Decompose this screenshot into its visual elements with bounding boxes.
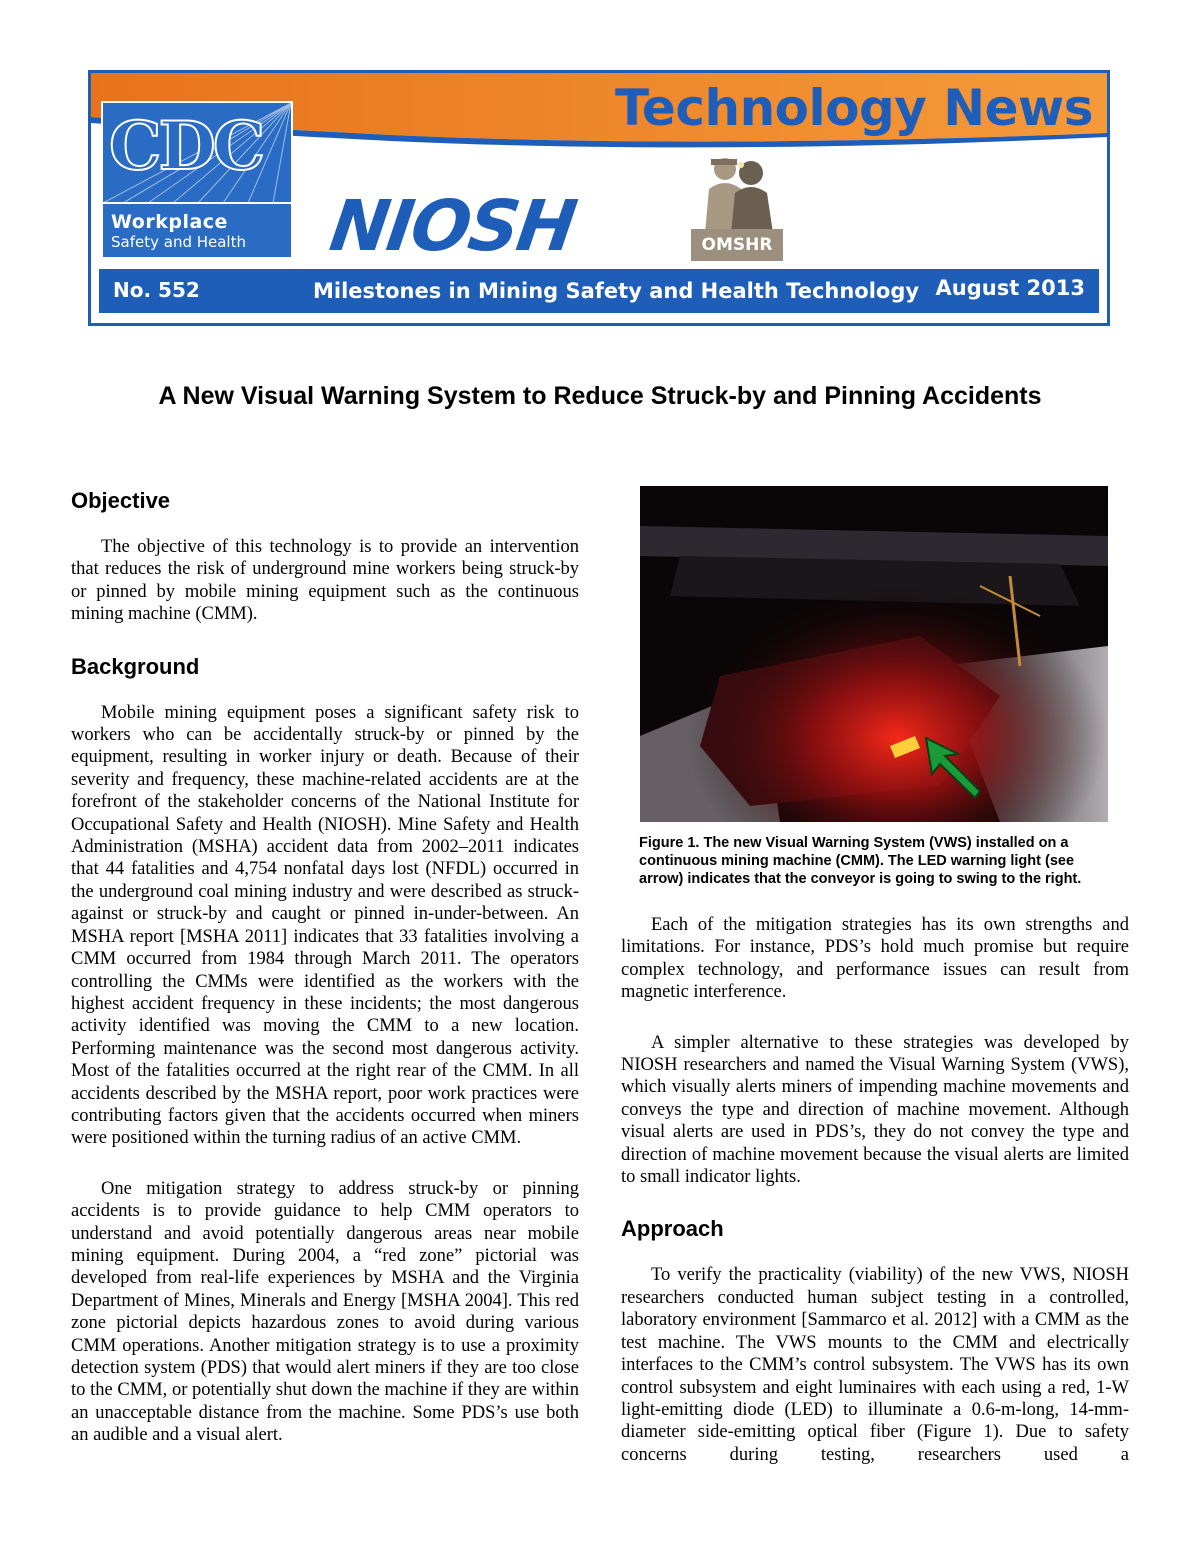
banner-info-bar — [99, 269, 1099, 313]
omshr-badge: OMSHR — [691, 229, 783, 261]
background-heading: Background — [71, 653, 200, 679]
right-paragraph-1: Each of the mitigation strategies has its own strengths and limitations. For instance, PDS’s hold much promise but require complex technology, and performance issues can result from magnetic interference. — [621, 915, 1129, 1003]
figure-1-caption: Figure 1. The new Visual Warning System (VWS) installed on a continuous mining machine (CMM). The LED warning light (see arrow) indicates that the conveyor is going to swing to the right. — [639, 835, 1082, 887]
right-column — [621, 486, 1129, 1486]
background-paragraph-1: Mobile mining equipment poses a significant safety risk to workers who can be accidentally struck-by or pinned by the equipment, resulting in worker injury or death. Because of their severity and frequency, these machine-related accidents are at the forefront of the stakeholder concerns of the National Institute for Occupational Safety and Health (NIOSH). Mine Safety and Health Administration (MSHA) accident data from 2002–2011 indicates that 44 fatalities and 4,754 nonfatal days lost (NFDL) occurred in the underground coal mining industry and were described as struck-against or struck-by and caught or pinned in-under-between. An MSHA report [MSHA 2011] indicates that 33 fatalities involving a CMM occurred from 1984 through March 2011. The operators controlling the CMMs were identified as the workers with the highest accident frequency in these incidents; the most dangerous activity identified was moving the CMM to a new location. Performing maintenance was the second most dangerous activity. Most of the fatalities occurred at the right rear of the CMM. In all accidents described by the MSHA report, poor work practices were contributing factors given that the accidents occurred when miners were positioned within the turning radius of an active CMM. — [71, 702, 579, 1149]
left-column — [71, 486, 579, 1467]
objective-heading: Objective — [71, 488, 171, 513]
issue-date: August 2013 — [935, 276, 1085, 300]
miners-silhouette-icon — [697, 153, 781, 233]
banner-tagline: Milestones in Mining Safety and Health Technology — [313, 279, 920, 303]
cdc-workplace-text: Workplace — [111, 211, 228, 233]
approach-paragraph: To verify the practicality (viability) of the new VWS, NIOSH researchers conducted human subject testing in a controlled, laboratory environment [Sammarco et al. 2012] with a CMM as the test machine. The VWS mounts to the CMM and electrically interfaces to the CMM’s control subsystem. The VWS has its own control subsystem and eight luminaires with each using a red, 1-W light-emitting diode (LED) to illuminate a 0.6-m-long, 14-mm-diameter side-emitting optical fiber (Figure 1). Due to safety concerns during testing, researchers used a — [621, 1265, 1129, 1465]
objective-paragraph: The objective of this technology is to provide an intervention that reduces the risk of underground mine workers being struck-by or pinned by mobile mining equipment such as the continuous mining machine (CMM). — [71, 537, 579, 625]
newsletter-banner — [88, 70, 1110, 326]
article-title: A New Visual Warning System to Reduce Struck-by and Pinning Accidents — [158, 382, 1042, 410]
figure-1-photo — [640, 486, 1108, 822]
approach-heading: Approach — [621, 1216, 724, 1242]
right-paragraph-2: A simpler alternative to these strategies was developed by NIOSH researchers and named the Visual Warning System (VWS), which visually alerts miners of impending machine movements and conveys the type and direction of machine movement. Although visual alerts are used in PDS’s, they do not convey the type and direction of machine movement because the visual alerts are limited to small indicator lights. — [621, 1032, 1129, 1188]
cmm-photo-illustration — [640, 486, 1108, 822]
niosh-logo: NIOSH — [325, 185, 580, 267]
issue-number: No. 552 — [113, 278, 200, 302]
cdc-letters: CDC — [109, 107, 263, 185]
background-paragraph-2: One mitigation strategy to address struck-by or pinning accidents is to provide guidance to help CMM operators to understand and avoid potentially dangerous areas near mobile mining equipment. During 2004, a “red zone” pictorial was developed from real-life experiences by MSHA and the Virginia Department of Mines, Minerals and Energy [MSHA 2004]. This red zone pictorial depicts hazardous zones to avoid during various CMM operations. Another mitigation strategy is to use a proximity detection system (PDS) that would alert miners if they are too close to the CMM, or potentially shut down the machine if they are within an unacceptable distance from the machine. Some PDS’s use both an audible and a visual alert. — [71, 1178, 579, 1446]
cdc-safety-text: Safety and Health — [111, 233, 246, 251]
cdc-logo — [101, 101, 293, 259]
newsletter-title: Technology News — [614, 79, 1093, 137]
